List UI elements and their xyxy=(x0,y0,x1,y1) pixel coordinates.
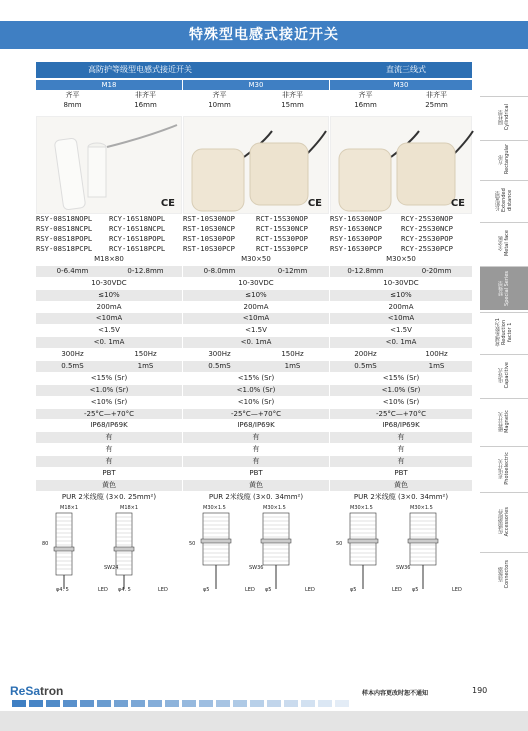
sidebar-tab-cn: 衰减系数为1 xyxy=(495,318,501,347)
spec-value: 0-20mm xyxy=(421,266,452,275)
decorative-square xyxy=(12,700,26,707)
sidebar-tab-en: Accessories xyxy=(504,506,510,537)
thread-label: M30×1.5 xyxy=(263,504,286,511)
dimension-drawing xyxy=(183,504,329,595)
spec-value: 1mS xyxy=(428,362,445,371)
spec-row xyxy=(330,349,472,361)
ce-mark: CE xyxy=(160,198,175,209)
logo-part2: tron xyxy=(40,684,64,698)
flush-row xyxy=(183,90,329,100)
nonflush-label: 非齐平 xyxy=(135,91,156,99)
spec-row: <10% (Sr) xyxy=(330,397,472,409)
spec-row: <1.5V xyxy=(330,325,472,337)
spec-row: ≤10% xyxy=(183,290,329,302)
spec-row: IP68/IP69K xyxy=(36,420,182,432)
spec-row: 200mA xyxy=(36,302,182,314)
distance-row xyxy=(36,100,182,110)
distance-row xyxy=(183,100,329,110)
spec-value: 100Hz xyxy=(425,350,448,359)
spec-value: 0-12mm xyxy=(277,266,308,275)
spec-row: IP68/IP69K xyxy=(183,420,329,432)
spec-row: -25°C—+70°C xyxy=(36,409,182,421)
spec-row: 有 xyxy=(330,432,472,444)
decorative-square xyxy=(301,700,315,707)
spec-row: IP68/IP69K xyxy=(330,420,472,432)
model-number: RSY-16S30NCP xyxy=(330,224,382,233)
spec-row xyxy=(36,361,182,373)
decorative-square xyxy=(318,700,332,707)
thread-label: M30×1.5 xyxy=(410,504,433,511)
model-number: RSY-08S18NOPL xyxy=(36,214,93,223)
sidebar-tab-en: Photoelectric xyxy=(504,452,510,485)
flush-label: 齐平 xyxy=(65,91,80,99)
spec-row: PBT xyxy=(36,468,182,480)
model-number: RST-10S30NCP xyxy=(183,224,235,233)
spec-row: PBT xyxy=(330,468,472,480)
sensor-photo xyxy=(184,117,328,215)
diameter-label: φ4. 5 xyxy=(118,586,131,593)
model-number: RST-10S30NOP xyxy=(183,214,235,223)
sidebar-tab-en: Cylindrical xyxy=(504,104,510,131)
spec-row xyxy=(36,349,182,361)
sidebar-tab-cn: 电容式 xyxy=(498,368,504,383)
nonflush-label: 非齐平 xyxy=(426,91,447,99)
spec-row: <10mA xyxy=(36,313,182,325)
spec-row: 有 xyxy=(36,456,182,468)
spec-value: 1mS xyxy=(137,362,154,371)
decorative-square xyxy=(46,700,60,707)
model-list xyxy=(183,214,329,254)
sidebar-tab-cn: 传感器附件 xyxy=(498,509,504,534)
sidebar-tab-en: Magnetic xyxy=(504,410,510,433)
thread-label: M18×1 xyxy=(60,504,79,511)
section-header xyxy=(36,62,472,78)
product-column xyxy=(183,80,329,595)
distance-nonflush: 25mm xyxy=(425,101,448,109)
spec-row xyxy=(183,266,329,278)
wrench-size-label: SW36 xyxy=(396,564,411,571)
model-number: RSY-16S30POP xyxy=(330,234,382,243)
spec-row: 有 xyxy=(36,432,182,444)
diameter-label: φ5 xyxy=(265,586,272,593)
decorative-square xyxy=(131,700,145,707)
model-list xyxy=(36,214,182,254)
led-label: LED xyxy=(245,586,255,593)
decorative-square xyxy=(233,700,247,707)
model-number: RCY-16S18PCPL xyxy=(109,244,166,253)
sidebar-tab[interactable] xyxy=(480,552,528,596)
distance-flush: 16mm xyxy=(354,101,377,109)
ce-mark: CE xyxy=(307,198,322,209)
product-image xyxy=(330,116,472,214)
length-label: 50 xyxy=(336,540,343,547)
model-list xyxy=(330,214,472,254)
spec-row: PUR 2米线缆 (3×0. 34mm²) xyxy=(330,492,472,504)
page-number: 190 xyxy=(472,686,488,695)
decorative-square xyxy=(114,700,128,707)
led-label: LED xyxy=(98,586,108,593)
sidebar-tab[interactable] xyxy=(480,96,528,138)
spec-row: PUR 2米线缆 (3×0. 34mm²) xyxy=(183,492,329,504)
spec-row xyxy=(36,266,182,278)
dimension-drawing-area xyxy=(183,504,329,595)
flush-row xyxy=(36,90,182,100)
model-number: RCY-25S30NCP xyxy=(401,224,453,233)
model-number: RCY-16S18POPL xyxy=(109,234,166,243)
model-number: RCT-15S30POP xyxy=(256,234,308,243)
dimension-drawing xyxy=(36,504,182,595)
wrench-size-label: SW24 xyxy=(104,564,119,571)
decorative-square xyxy=(216,700,230,707)
model-number: RSY-08S18NCPL xyxy=(36,224,93,233)
length-label: 50 xyxy=(189,540,196,547)
diameter-label: φ5 xyxy=(412,586,419,593)
spec-row: 黄色 xyxy=(36,480,182,492)
spec-row: <1.0% (Sr) xyxy=(36,385,182,397)
sidebar-tab-en: Rectangular xyxy=(504,144,510,175)
led-label: LED xyxy=(452,586,462,593)
sidebar-tab-en: Connectors xyxy=(504,560,510,589)
dimension-drawing-area xyxy=(330,504,472,595)
spec-row: <15% (Sr) xyxy=(330,373,472,385)
flush-label: 齐平 xyxy=(358,91,373,99)
spec-value: 0-8.0mm xyxy=(203,266,236,275)
spec-row: M30×50 xyxy=(330,254,472,266)
spec-row: <10% (Sr) xyxy=(36,397,182,409)
ce-mark: CE xyxy=(450,198,465,209)
spec-row: 黄色 xyxy=(183,480,329,492)
sidebar-tab[interactable] xyxy=(480,354,528,396)
spec-value: 150Hz xyxy=(134,350,157,359)
spec-row: <10mA xyxy=(183,313,329,325)
spec-value: 1mS xyxy=(284,362,301,371)
section-header-left: 高防护等级型电感式接近开关 xyxy=(88,65,192,74)
flush-label: 齐平 xyxy=(212,91,227,99)
sidebar-tab-cn: 全金属 xyxy=(498,236,504,251)
thread-label: M18×1 xyxy=(120,504,139,511)
spec-value: 300Hz xyxy=(61,350,84,359)
spec-row: -25°C—+70°C xyxy=(183,409,329,421)
page-title: 特殊型电感式接近开关 xyxy=(0,21,528,49)
thread-label: M30×1.5 xyxy=(350,504,373,511)
diameter-label: φ5 xyxy=(203,586,210,593)
thread-label: M30×1.5 xyxy=(203,504,226,511)
column-size: M18 xyxy=(36,80,182,90)
sidebar-tab-en: Extended distance xyxy=(501,188,513,213)
spec-value: 150Hz xyxy=(281,350,304,359)
decorative-square xyxy=(29,700,43,707)
model-number: RCY-25S30NOP xyxy=(401,214,453,223)
sidebar-tab-en: Metal face xyxy=(504,230,510,257)
product-column xyxy=(36,80,182,595)
spec-row: 10-30VDC xyxy=(183,278,329,290)
spec-row: <1.5V xyxy=(183,325,329,337)
distance-row xyxy=(330,100,472,110)
column-size: M30 xyxy=(183,80,329,90)
decorative-square xyxy=(165,700,179,707)
spec-row: <10% (Sr) xyxy=(183,397,329,409)
sidebar-tab[interactable] xyxy=(480,140,528,178)
distance-nonflush: 15mm xyxy=(281,101,304,109)
spec-value: 0.5mS xyxy=(208,362,231,371)
length-label: 80 xyxy=(42,540,49,547)
sidebar-tab[interactable] xyxy=(480,398,528,444)
spec-row xyxy=(330,361,472,373)
wrench-size-label: SW36 xyxy=(249,564,264,571)
led-label: LED xyxy=(392,586,402,593)
spec-row: PBT xyxy=(183,468,329,480)
model-number: RST-10S30PCP xyxy=(183,244,235,253)
diameter-label: φ5 xyxy=(350,586,357,593)
spec-row: 有 xyxy=(330,444,472,456)
product-column xyxy=(330,80,472,595)
decorative-square xyxy=(63,700,77,707)
spec-value: 0.5mS xyxy=(61,362,84,371)
sidebar-tab[interactable] xyxy=(480,180,528,220)
sidebar-tab-cn: 特殊型 xyxy=(498,281,504,296)
model-number: RCY-16S18NOPL xyxy=(109,214,166,223)
footer-bar xyxy=(0,711,528,731)
spec-row: <15% (Sr) xyxy=(183,373,329,385)
sidebar-tab-en: Capacitive xyxy=(504,362,510,389)
spec-row: 200mA xyxy=(330,302,472,314)
spec-row: <1.0% (Sr) xyxy=(183,385,329,397)
model-number: RSY-08S18POPL xyxy=(36,234,93,243)
spec-row: PUR 2米线缆 (3×0. 25mm²) xyxy=(36,492,182,504)
model-number: RSY-16S30PCP xyxy=(330,244,382,253)
logo-part1: ReSa xyxy=(10,684,41,698)
distance-flush: 10mm xyxy=(208,101,231,109)
sidebar-tab-en: Special Series xyxy=(504,271,510,306)
decorative-square xyxy=(199,700,213,707)
spec-row: 有 xyxy=(36,444,182,456)
spec-row: 10-30VDC xyxy=(330,278,472,290)
spec-row: ≤10% xyxy=(36,290,182,302)
distance-nonflush: 16mm xyxy=(134,101,157,109)
spec-row: 黄色 xyxy=(330,480,472,492)
sidebar-tab[interactable] xyxy=(480,312,528,352)
model-number: RCT-15S30NCP xyxy=(256,224,308,233)
spec-row: <0. 1mA xyxy=(183,337,329,349)
sidebar-tab-cn: 方形 xyxy=(498,154,504,165)
led-label: LED xyxy=(158,586,168,593)
sidebar-tab[interactable] xyxy=(480,446,528,490)
spec-row: ≤10% xyxy=(330,290,472,302)
decorative-square xyxy=(80,700,94,707)
model-number: RCT-15S30NOP xyxy=(256,214,308,223)
sidebar-tab[interactable] xyxy=(480,492,528,550)
model-number: RCY-25S30POP xyxy=(401,234,453,243)
spec-row: <1.0% (Sr) xyxy=(330,385,472,397)
spec-row xyxy=(330,266,472,278)
spec-value: 300Hz xyxy=(208,350,231,359)
spec-row: <0. 1mA xyxy=(330,337,472,349)
spec-row: -25°C—+70°C xyxy=(330,409,472,421)
decorative-square xyxy=(148,700,162,707)
dimension-drawing xyxy=(330,504,472,595)
model-number: RSY-16S30NOP xyxy=(330,214,382,223)
spec-row: M30×50 xyxy=(183,254,329,266)
spec-row: 200mA xyxy=(183,302,329,314)
spec-row: <15% (Sr) xyxy=(36,373,182,385)
spec-value: 0-6.4mm xyxy=(56,266,89,275)
product-image xyxy=(36,116,182,214)
spec-value: 200Hz xyxy=(354,350,377,359)
spec-row: M18×80 xyxy=(36,254,182,266)
spec-row: 有 xyxy=(330,456,472,468)
spec-value: 0.5mS xyxy=(354,362,377,371)
decorative-square xyxy=(97,700,111,707)
decorative-square xyxy=(182,700,196,707)
spec-row xyxy=(183,349,329,361)
spec-row: 10-30VDC xyxy=(36,278,182,290)
model-number: RSY-08S18PCPL xyxy=(36,244,93,253)
resatron-logo xyxy=(10,684,63,698)
decorative-square xyxy=(284,700,298,707)
diameter-label: φ4. 5 xyxy=(56,586,69,593)
sensor-photo xyxy=(37,117,181,215)
model-number: RCY-16S18NCPL xyxy=(109,224,166,233)
spec-row: 有 xyxy=(183,444,329,456)
footer-note: 样本内容更改时恕不通知 xyxy=(362,690,429,697)
sidebar-tab[interactable] xyxy=(480,266,528,310)
sidebar-tab-cn: 光电开关 xyxy=(498,458,504,479)
spec-row: <10mA xyxy=(330,313,472,325)
spec-value: 0-12.8mm xyxy=(127,266,164,275)
spec-row: 有 xyxy=(183,456,329,468)
sidebar-tab-cn: 长距离型 xyxy=(495,190,501,211)
dimension-drawing-area xyxy=(36,504,182,595)
spec-row: <1.5V xyxy=(36,325,182,337)
sidebar-tab-cn: 圆柱型 xyxy=(498,110,504,125)
sidebar-tab-cn: 磁性开关 xyxy=(498,411,504,432)
sidebar-tab[interactable] xyxy=(480,222,528,264)
section-header-right: 直流三线式 xyxy=(386,65,426,74)
model-number: RCY-25S30PCP xyxy=(401,244,453,253)
spec-row: <0. 1mA xyxy=(36,337,182,349)
spec-row: 有 xyxy=(183,432,329,444)
sidebar-tab-en: Reduction factor 1 xyxy=(501,320,513,345)
column-size: M30 xyxy=(330,80,472,90)
spec-row xyxy=(183,361,329,373)
led-label: LED xyxy=(305,586,315,593)
distance-flush: 8mm xyxy=(63,101,82,109)
flush-row xyxy=(330,90,472,100)
decorative-square xyxy=(267,700,281,707)
model-number: RST-10S30POP xyxy=(183,234,235,243)
product-image xyxy=(183,116,329,214)
decorative-square xyxy=(250,700,264,707)
model-number: RCT-15S30PCP xyxy=(256,244,308,253)
nonflush-label: 非齐平 xyxy=(282,91,303,99)
spec-value: 0-12.8mm xyxy=(347,266,384,275)
sidebar-tab-cn: 连接器 xyxy=(498,567,504,582)
decorative-square xyxy=(335,700,349,707)
